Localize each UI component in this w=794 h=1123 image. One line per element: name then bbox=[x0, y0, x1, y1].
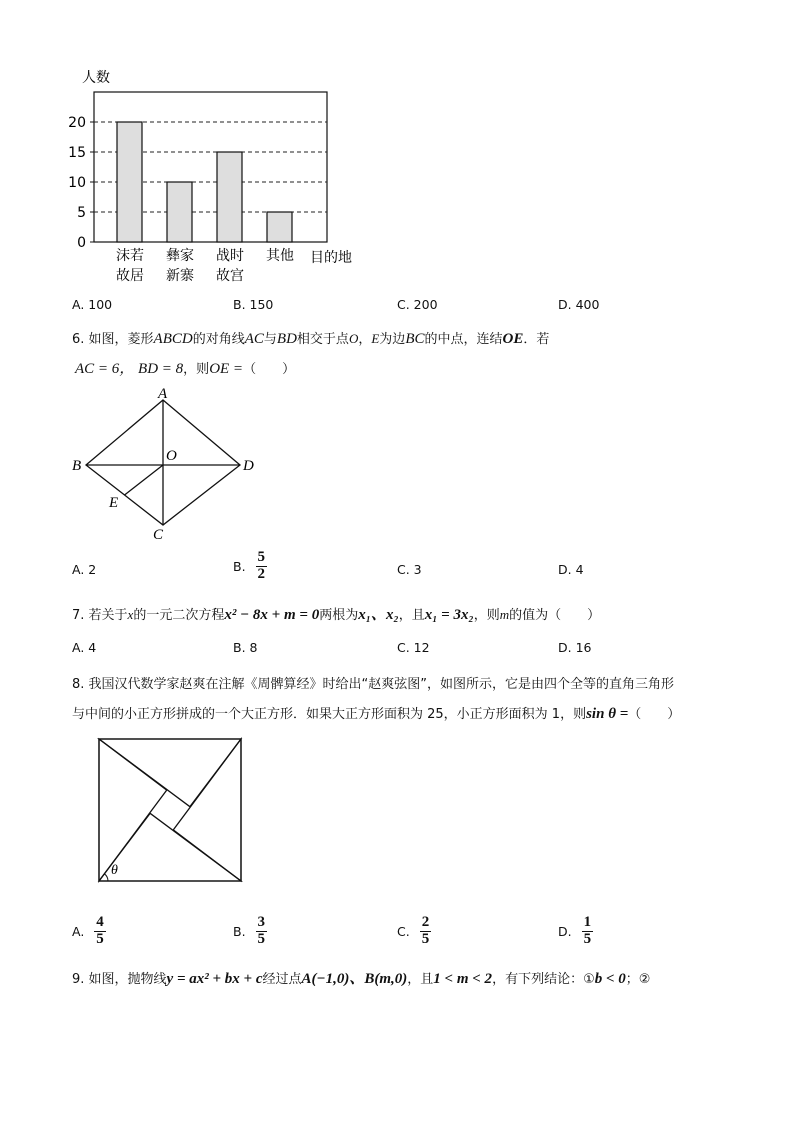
q6-text: 相交于点 bbox=[296, 332, 349, 347]
fraction-denominator: 5 bbox=[257, 930, 266, 947]
q8-text: （ ） bbox=[628, 707, 681, 722]
q6-math: E bbox=[371, 331, 380, 346]
label-b: B bbox=[72, 458, 82, 474]
y-tick-label: 5 bbox=[77, 205, 86, 221]
fraction bbox=[582, 915, 594, 948]
bar bbox=[167, 182, 192, 242]
label-c: C bbox=[153, 527, 164, 543]
fraction-denominator: 5 bbox=[583, 930, 592, 947]
label-e: E bbox=[109, 495, 119, 511]
q6-math: O bbox=[348, 331, 359, 346]
right-triangle bbox=[99, 813, 241, 881]
theta-label: θ bbox=[111, 863, 118, 878]
option-prefix: D. bbox=[558, 923, 572, 939]
y-axis-label: 人数 bbox=[82, 70, 110, 86]
q8-option-d[interactable] bbox=[558, 915, 593, 948]
q7-text: 7. 若关于 bbox=[72, 608, 128, 623]
q6-math: OE = bbox=[209, 361, 244, 377]
label-o: O bbox=[166, 448, 177, 464]
q7-math: x₁ = 3x₂ bbox=[424, 607, 474, 623]
fraction-numerator: 2 bbox=[421, 914, 430, 930]
q7-text: 两根为 bbox=[319, 608, 359, 623]
q6-text: 为边 bbox=[379, 332, 406, 347]
q7-text: 的一元二次方程 bbox=[133, 608, 225, 623]
bar bbox=[267, 212, 292, 242]
q8-text: 与中间的小正方形拼成的一个大正方形．如果大正方形面积为 25，小正方形面积为 1，则 bbox=[72, 707, 587, 722]
q7-math: x₁、x₂ bbox=[358, 607, 399, 623]
q6-math: AC bbox=[244, 331, 264, 347]
q6-text: 的中点，连结 bbox=[424, 332, 503, 347]
right-triangle bbox=[173, 739, 241, 881]
q9-equation: y = ax² + bx + c bbox=[166, 971, 263, 987]
q6-line2 bbox=[75, 357, 295, 378]
x-tick-label: 新寨 bbox=[166, 268, 194, 284]
zhao-shuang-figure bbox=[90, 730, 250, 890]
q9-line bbox=[72, 967, 650, 988]
q5-option-d[interactable]: D. 400 bbox=[558, 297, 600, 312]
fraction bbox=[420, 915, 432, 948]
segment-oe bbox=[125, 465, 164, 495]
q6-math: OE bbox=[502, 331, 524, 347]
bar bbox=[117, 122, 142, 242]
q6-text: 的对角线 bbox=[192, 332, 245, 347]
x-tick-label: 沫若 bbox=[116, 248, 144, 264]
q6-option-b[interactable] bbox=[233, 550, 267, 583]
y-tick-label: 15 bbox=[68, 145, 86, 161]
rhombus-figure bbox=[65, 385, 265, 545]
q6-text: ．若 bbox=[523, 332, 550, 347]
q6-math: BC bbox=[405, 331, 425, 347]
q5-option-b[interactable]: B. 150 bbox=[233, 297, 274, 312]
q6-text: （ ） bbox=[243, 362, 296, 377]
q7-line bbox=[72, 603, 600, 624]
fraction-denominator: 2 bbox=[257, 565, 266, 582]
y-tick-label: 10 bbox=[68, 175, 86, 191]
fraction-numerator: 5 bbox=[257, 549, 266, 565]
q7-text: 的值为（ ） bbox=[509, 608, 601, 623]
q7-math: x bbox=[127, 607, 134, 622]
q6-line1 bbox=[72, 328, 549, 348]
q6-text: ， bbox=[358, 332, 372, 347]
q6-given: AC = 6， BD = 8 bbox=[75, 361, 184, 377]
q7-option-b[interactable]: B. 8 bbox=[233, 640, 258, 655]
fraction bbox=[256, 550, 268, 583]
q7-text: ，则 bbox=[473, 608, 500, 623]
q9-text: 经过点 bbox=[262, 972, 302, 987]
q6-text: 6. 如图，菱形 bbox=[72, 332, 154, 347]
outer-square bbox=[99, 739, 241, 881]
q7-equation: x² − 8x + m = 0 bbox=[224, 607, 320, 623]
q8-line1: 8. 我国汉代数学家赵爽在注解《周髀算经》时给出“赵爽弦图”，如图所示，它是由四个全等的直角三角形 bbox=[72, 677, 675, 692]
q9-math: 1 < m < 2 bbox=[433, 971, 493, 987]
bar-chart bbox=[60, 60, 370, 290]
fraction-numerator: 3 bbox=[257, 914, 266, 930]
x-tick-label: 其他 bbox=[266, 248, 294, 264]
label-a: A bbox=[158, 386, 168, 402]
label-d: D bbox=[243, 458, 254, 474]
q5-option-a[interactable]: A. 100 bbox=[72, 297, 113, 312]
q9-text: 9. 如图，抛物线 bbox=[72, 972, 167, 987]
y-tick-label: 20 bbox=[68, 115, 86, 131]
q6-math: BD bbox=[276, 331, 297, 347]
x-tick-label: 战时 bbox=[216, 248, 244, 264]
q6-text: ，则 bbox=[183, 362, 210, 377]
q9-text: ，有下列结论：① bbox=[492, 972, 595, 987]
option-prefix: B. bbox=[233, 558, 246, 574]
q7-option-a[interactable]: A. 4 bbox=[72, 640, 97, 655]
fraction-numerator: 1 bbox=[583, 914, 592, 930]
q6-math: ABCD bbox=[153, 331, 193, 347]
fraction-denominator: 5 bbox=[421, 930, 430, 947]
option-prefix: C. bbox=[397, 923, 410, 939]
q5-option-c[interactable]: C. 200 bbox=[397, 297, 438, 312]
fraction-numerator: 4 bbox=[96, 914, 104, 930]
right-triangle bbox=[99, 739, 241, 807]
y-tick-label: 0 bbox=[77, 235, 86, 251]
q8-option-c[interactable] bbox=[397, 915, 431, 948]
x-tick-label: 彝家 bbox=[166, 248, 194, 264]
option-prefix: B. bbox=[233, 923, 246, 939]
q9-text: ，且 bbox=[407, 972, 434, 987]
q7-text: ，且 bbox=[398, 608, 425, 623]
q8-option-a[interactable] bbox=[72, 915, 106, 948]
q8-math: sin θ = bbox=[586, 706, 629, 722]
x-tick-label: 故居 bbox=[116, 268, 144, 284]
right-triangle bbox=[99, 739, 167, 881]
q6-option-d[interactable]: D. 4 bbox=[558, 562, 584, 577]
theta-arc bbox=[104, 874, 108, 881]
fraction bbox=[256, 915, 268, 948]
fraction bbox=[94, 915, 106, 948]
x-axis-label: 目的地 bbox=[310, 250, 352, 266]
q8-line2 bbox=[72, 703, 680, 723]
q7-option-c[interactable]: C. 12 bbox=[397, 640, 430, 655]
q6-option-c[interactable]: C. 3 bbox=[397, 562, 422, 577]
q6-option-a[interactable]: A. 2 bbox=[72, 562, 97, 577]
q9-math: A(−1,0)、B(m,0) bbox=[301, 971, 408, 987]
bar bbox=[217, 152, 242, 242]
q9-math: b < 0 bbox=[594, 971, 626, 987]
q9-text: ；② bbox=[625, 972, 651, 987]
x-tick-label: 故宫 bbox=[216, 268, 244, 284]
q7-math: m bbox=[499, 607, 510, 622]
fraction-denominator: 5 bbox=[96, 930, 104, 947]
q7-option-d[interactable]: D. 16 bbox=[558, 640, 592, 655]
q8-option-b[interactable] bbox=[233, 915, 267, 948]
option-prefix: A. bbox=[72, 923, 85, 939]
q6-text: 与 bbox=[263, 332, 277, 347]
